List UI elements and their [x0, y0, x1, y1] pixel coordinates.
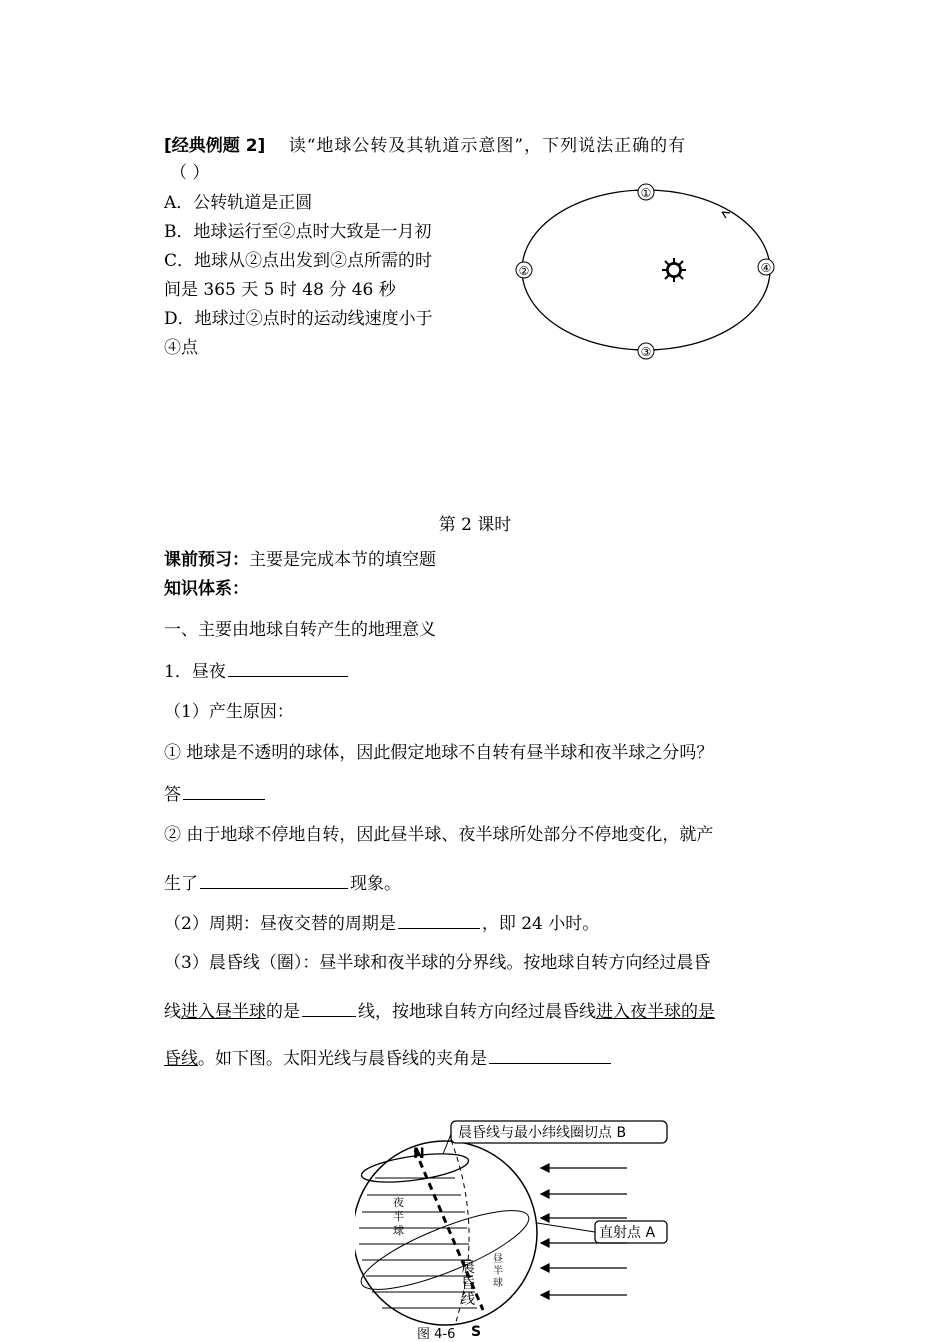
system-label: 知识体系： — [164, 579, 249, 599]
blank-angle[interactable] — [489, 1047, 611, 1064]
period-prefix: （2）周期：昼夜交替的周期是 — [164, 914, 396, 934]
answer-prefix: 答 — [164, 785, 181, 805]
blank-phenomenon[interactable] — [200, 872, 348, 889]
callout-a-text: 直射点 A — [599, 1225, 656, 1241]
term-char-2: 昏 — [461, 1276, 475, 1292]
option-d-line1: D．地球过②点时的运动线速度小于 — [164, 309, 433, 329]
cause-label: （1）产生原因： — [164, 702, 294, 722]
example-question-line — [164, 135, 686, 157]
q2-suffix: 现象。 — [350, 874, 401, 894]
terminator-label — [461, 1260, 475, 1308]
night-char-3: 球 — [393, 1224, 404, 1237]
term-char-3: 线 — [461, 1292, 475, 1308]
callout-a-leader — [537, 1223, 595, 1232]
t3-underline: 昏线 — [164, 1049, 198, 1069]
lesson-heading: 第 2 课时 — [438, 515, 512, 535]
t2-underline-day: 进入昼半球 — [181, 1002, 266, 1022]
orbit-point-2 — [516, 262, 532, 278]
option-d-line2: ④点 — [164, 338, 198, 358]
option-c-line1: C．地球从②点出发到②点所需的时 — [164, 251, 433, 271]
night-char-1: 夜 — [393, 1196, 404, 1209]
terminator-figure — [355, 1110, 685, 1342]
t2-a: 线 — [164, 1002, 181, 1022]
night-char-2: 半 — [393, 1210, 404, 1223]
orbit-point-3 — [638, 343, 654, 359]
day-char-2: 半 — [493, 1266, 503, 1277]
callout-b-text: 晨昏线与最小纬线圈切点 B — [458, 1125, 627, 1141]
day-char-3: 球 — [493, 1278, 503, 1289]
term-char-1: 晨 — [461, 1260, 475, 1276]
day-hemisphere-label — [493, 1253, 503, 1289]
question-1: ① 地球是不透明的球体，因此假定地球不自转有昼半球和夜半球之分吗？ — [164, 743, 714, 763]
day-char-1: 昼 — [493, 1254, 503, 1265]
terminator-line1: （3）晨昏线（圈）：昼半球和夜半球的分界线。按地球自转方向经过晨昏 — [164, 953, 711, 973]
preview-text: 主要是完成本节的填空题 — [249, 550, 436, 570]
q2-prefix: 生了 — [164, 874, 198, 894]
orbit-diagram — [510, 178, 790, 368]
t2-underline-night: 进入夜半球的是 — [596, 1002, 715, 1022]
question-2-line1: ② 由于地球不停地自转，因此昼半球、夜半球所处部分不停地变化，就产 — [164, 825, 714, 845]
figure-caption: 图 4-6 — [417, 1327, 456, 1342]
orbit-point-4 — [758, 259, 774, 275]
answer-paren: （ ） — [170, 163, 210, 183]
orbit-label-3: ③ — [640, 345, 652, 359]
blank-day-night[interactable] — [228, 660, 348, 677]
t2-b: 的是 — [266, 1002, 300, 1022]
blank-answer[interactable] — [183, 783, 265, 800]
blank-dawn-line[interactable] — [302, 1000, 356, 1017]
example-tag: [经典例题 2] — [164, 136, 266, 156]
orbit-label-2: ② — [518, 264, 530, 278]
orbit-ellipse — [522, 190, 770, 350]
globe-outline — [355, 1141, 537, 1325]
orbit-point-1 — [638, 184, 654, 200]
item-1-text: 1．昼夜 — [164, 662, 226, 682]
blank-period[interactable] — [398, 912, 480, 929]
orbit-label-1: ① — [640, 186, 652, 200]
t2-c: 线，按地球自转方向经过晨昏线 — [358, 1002, 596, 1022]
night-hemisphere-label — [393, 1195, 404, 1237]
orbit-label-4: ④ — [760, 261, 772, 275]
preview-line — [164, 549, 436, 571]
preview-label: 课前预习： — [164, 550, 249, 570]
north-label: N — [413, 1146, 425, 1162]
south-label: S — [471, 1324, 482, 1340]
terminator-line2 — [164, 1000, 715, 1023]
answer-line — [164, 783, 267, 806]
option-a: A．公转轨道是正圆 — [164, 193, 313, 213]
period-line — [164, 912, 599, 935]
sun-icon — [662, 258, 686, 282]
option-c-line2: 间是 365 天 5 时 48 分 46 秒 — [164, 280, 396, 300]
t3-b: 。如下图。太阳光线与晨昏线的夹角是 — [198, 1049, 487, 1069]
direction-arrow-icon — [722, 212, 730, 218]
item-1 — [164, 660, 350, 683]
terminator-line3 — [164, 1047, 613, 1070]
option-b: B．地球运行至②点时大致是一月初 — [164, 222, 432, 242]
section-1-title: 一、主要由地球自转产生的地理意义 — [164, 620, 436, 640]
question-2-line2 — [164, 872, 401, 895]
period-suffix: ，即 24 小时。 — [481, 914, 600, 934]
example-question: 读“地球公转及其轨道示意图”，下列说法正确的有 — [288, 136, 687, 156]
